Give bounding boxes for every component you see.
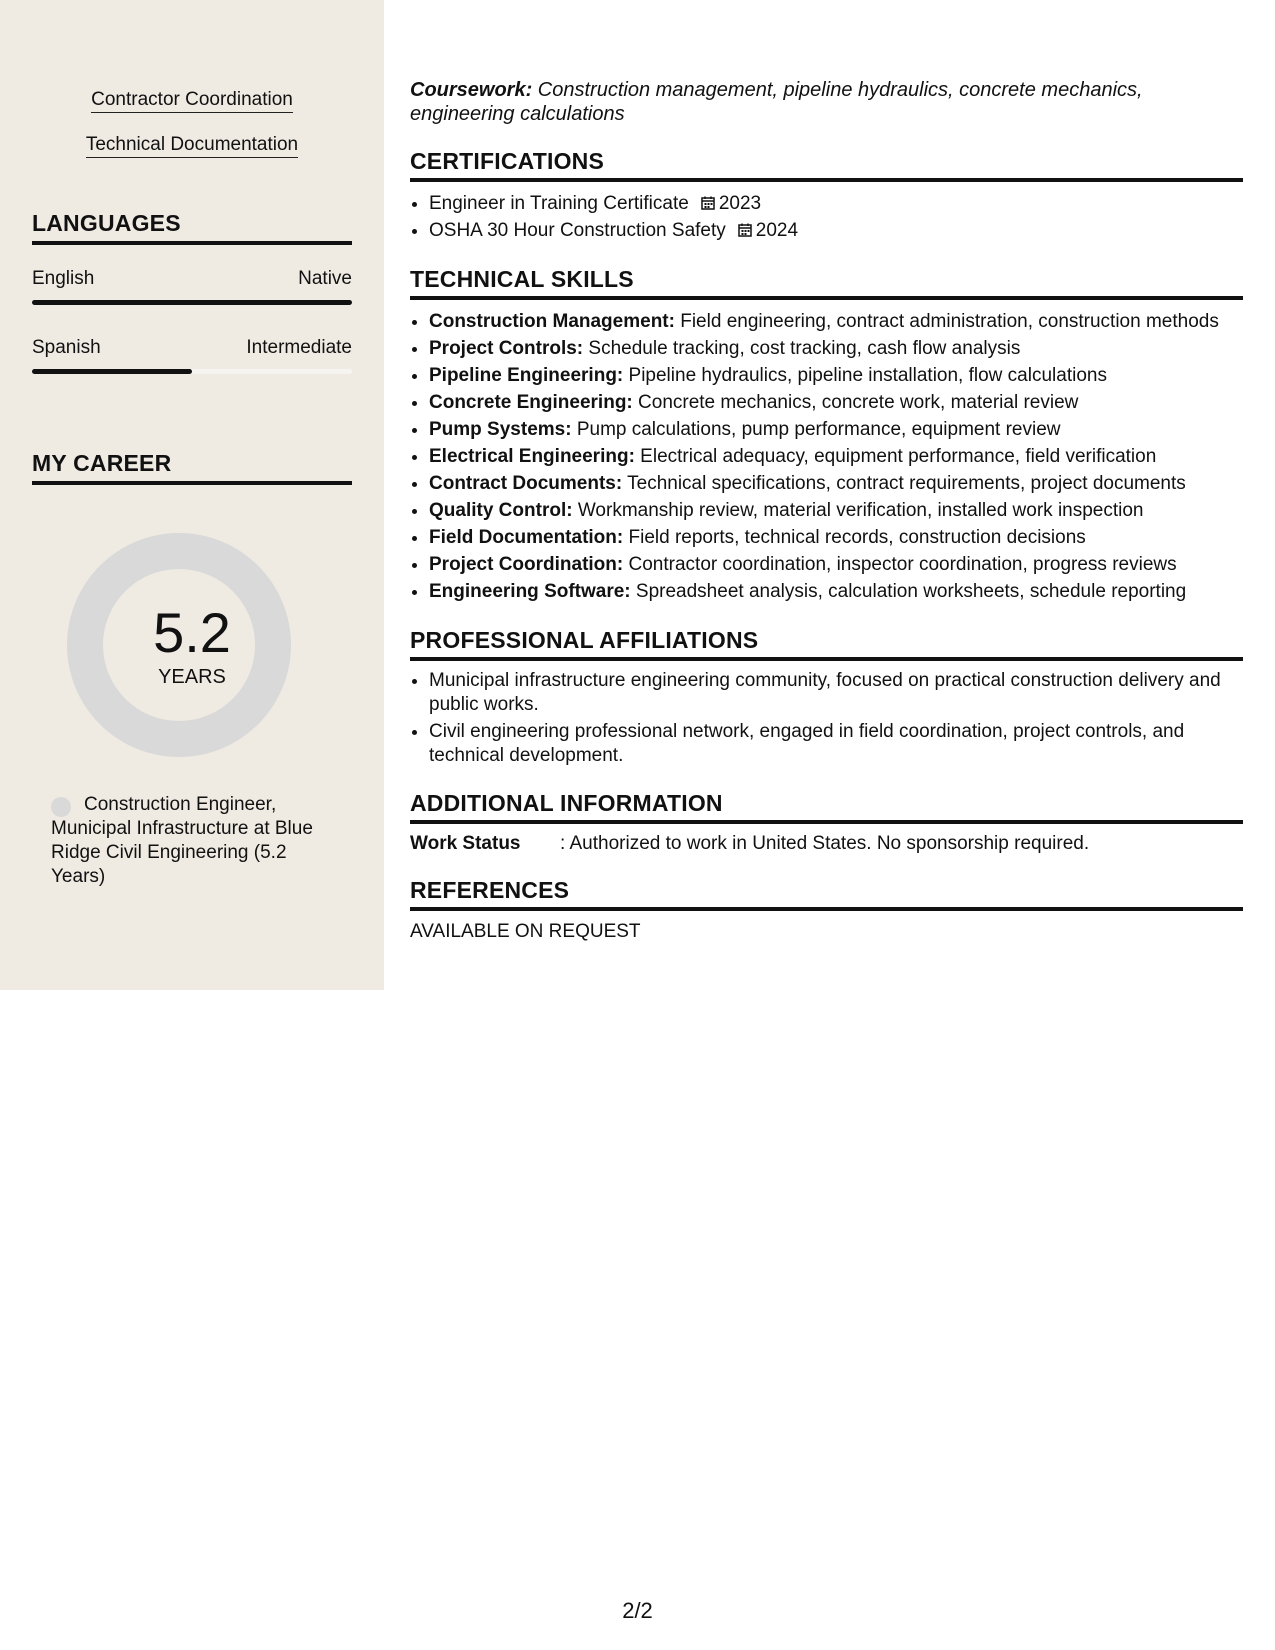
certifications-list	[410, 190, 1243, 244]
work-status-row	[410, 833, 1243, 855]
calendar-icon	[701, 196, 715, 210]
career-heading: MY CAREER	[32, 450, 352, 485]
technical-skills-list	[410, 308, 1243, 605]
language-row	[32, 337, 352, 359]
skill-tag: Contractor Coordination	[0, 88, 384, 112]
language-proficiency-bar	[32, 300, 352, 305]
list-item: • Construction Management: Field engineering, contract administration, construction methods	[429, 308, 1243, 335]
language-proficiency-fill	[32, 300, 352, 305]
career-entry: Construction Engineer, Municipal Infrastructure at Blue Ridge Civil Engineering (5.2 Years)	[51, 794, 313, 887]
list-item: • Concrete Engineering: Concrete mechanics, concrete work, material review	[429, 389, 1243, 416]
references-text: AVAILABLE ON REQUEST	[410, 921, 641, 942]
language-row	[32, 268, 352, 290]
list-item: • Field Documentation: Field reports, technical records, construction decisions	[429, 524, 1243, 551]
affiliations-heading: PROFESSIONAL AFFILIATIONS	[410, 627, 1243, 661]
list-item: • Project Coordination: Contractor coordination, inspector coordination, progress reviews	[429, 551, 1243, 578]
language-level: Intermediate	[246, 337, 352, 358]
list-item: • Engineering Software: Spreadsheet analysis, calculation worksheets, schedule reporting	[429, 578, 1243, 605]
sidebar	[0, 0, 384, 990]
language-level: Native	[298, 268, 352, 289]
list-item: • Pipeline Engineering: Pipeline hydraulics, pipeline installation, flow calculations	[429, 362, 1243, 389]
certifications-heading: CERTIFICATIONS	[410, 148, 1243, 182]
language-name: Spanish	[32, 337, 101, 358]
work-status-label: Work Status	[410, 833, 521, 854]
coursework-text: Construction management, pipeline hydraulics, concrete mechanics, engineering calculations	[410, 79, 1143, 125]
affiliations-list	[410, 669, 1243, 768]
main-content	[410, 78, 1243, 943]
list-item: • Project Controls: Schedule tracking, cost tracking, cash flow analysis	[429, 335, 1243, 362]
languages-heading: LANGUAGES	[32, 210, 352, 245]
list-item: • Municipal infrastructure engineering community, focused on practical construction delivery and public works.	[429, 669, 1243, 717]
coursework	[410, 78, 1243, 126]
career-years-unit: YEARS	[158, 666, 226, 688]
list-item: • OSHA 30 Hour Construction Safety 2024	[429, 217, 1243, 244]
language-proficiency-fill	[32, 369, 192, 374]
list-item: • Electrical Engineering: Electrical adequacy, equipment performance, field verification	[429, 443, 1243, 470]
technical-skills-heading: TECHNICAL SKILLS	[410, 266, 1243, 300]
additional-information-heading: ADDITIONAL INFORMATION	[410, 790, 1243, 824]
language-name: English	[32, 268, 95, 289]
page-number: 2/2	[622, 1598, 653, 1623]
list-item: • Civil engineering professional network, engaged in field coordination, project controls, and technical development.	[429, 720, 1243, 768]
references-heading: REFERENCES	[410, 877, 1243, 911]
coursework-label: Coursework:	[410, 79, 533, 101]
list-item: • Engineer in Training Certificate 2023	[429, 190, 1243, 217]
list-item: • Contract Documents: Technical specifications, contract requirements, project documents	[429, 470, 1243, 497]
skill-tag: Technical Documentation	[0, 133, 384, 157]
list-item: • Quality Control: Workmanship review, material verification, installed work inspection	[429, 497, 1243, 524]
list-item: • Pump Systems: Pump calculations, pump performance, equipment review	[429, 416, 1243, 443]
career-years-value: 5.2	[153, 601, 231, 664]
calendar-icon	[738, 223, 752, 237]
language-proficiency-bar	[32, 369, 352, 374]
work-status-value: : Authorized to work in United States. No sponsorship required.	[560, 833, 1090, 854]
